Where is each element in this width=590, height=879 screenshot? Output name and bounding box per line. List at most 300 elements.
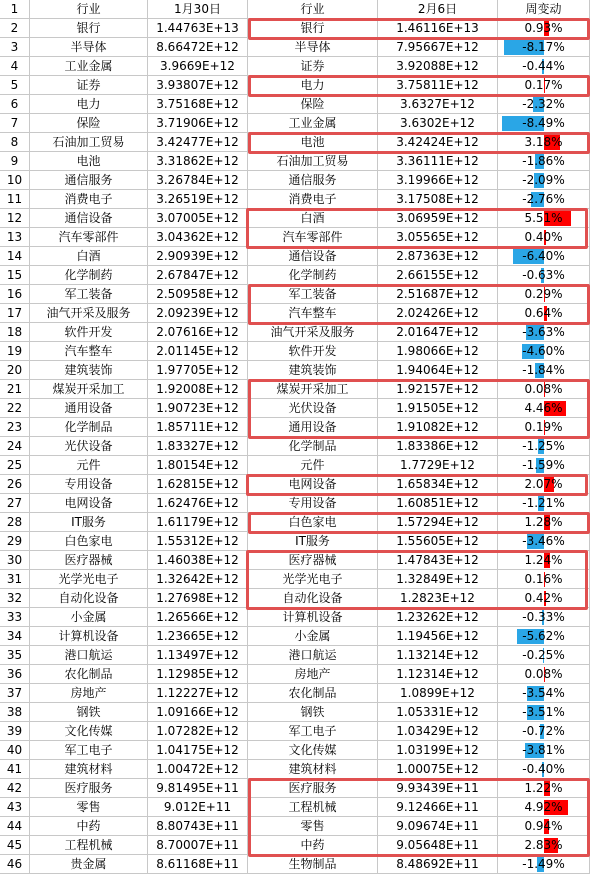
row-number[interactable]: 19 <box>0 342 30 361</box>
industry-jan30[interactable]: 医疗器械 <box>30 551 148 570</box>
value-jan30[interactable]: 1.07282E+12 <box>148 722 248 741</box>
value-feb6[interactable]: 1.94064E+12 <box>378 361 498 380</box>
weekly-change[interactable] <box>498 418 590 437</box>
value-jan30[interactable]: 2.07616E+12 <box>148 323 248 342</box>
value-jan30[interactable]: 1.44763E+13 <box>148 19 248 38</box>
value-feb6[interactable]: 2.51687E+12 <box>378 285 498 304</box>
value-feb6[interactable]: 1.92157E+12 <box>378 380 498 399</box>
industry-jan30[interactable]: 元件 <box>30 456 148 475</box>
industry-feb6[interactable]: 建筑装饰 <box>248 361 378 380</box>
industry-feb6[interactable]: 中药 <box>248 836 378 855</box>
weekly-change[interactable] <box>498 456 590 475</box>
row-number[interactable]: 14 <box>0 247 30 266</box>
row-number[interactable]: 33 <box>0 608 30 627</box>
industry-feb6[interactable]: 自动化设备 <box>248 589 378 608</box>
industry-jan30[interactable]: 油气开采及服务 <box>30 304 148 323</box>
weekly-change-value: -1.25% <box>522 439 565 453</box>
weekly-change[interactable] <box>498 209 590 228</box>
industry-jan30[interactable]: 电网设备 <box>30 494 148 513</box>
value-feb6[interactable]: 3.19966E+12 <box>378 171 498 190</box>
industry-jan30[interactable]: 计算机设备 <box>30 627 148 646</box>
industry-feb6[interactable]: 汽车零部件 <box>248 228 378 247</box>
value-feb6[interactable]: 1.03429E+12 <box>378 722 498 741</box>
value-jan30[interactable]: 1.85711E+12 <box>148 418 248 437</box>
value-jan30[interactable]: 8.61168E+11 <box>148 855 248 874</box>
weekly-change[interactable] <box>498 95 590 114</box>
industry-jan30[interactable]: IT服务 <box>30 513 148 532</box>
row-number[interactable]: 31 <box>0 570 30 589</box>
weekly-change[interactable] <box>498 57 590 76</box>
table-row <box>0 437 590 456</box>
row-number[interactable]: 34 <box>0 627 30 646</box>
value-feb6[interactable]: 1.05331E+12 <box>378 703 498 722</box>
weekly-change-value: -0.63% <box>522 268 565 282</box>
weekly-change[interactable] <box>498 361 590 380</box>
value-feb6[interactable]: 1.83386E+12 <box>378 437 498 456</box>
industry-jan30[interactable]: 文化传媒 <box>30 722 148 741</box>
industry-jan30[interactable]: 汽车零部件 <box>30 228 148 247</box>
value-jan30[interactable]: 3.9669E+12 <box>148 57 248 76</box>
industry-jan30[interactable]: 工程机械 <box>30 836 148 855</box>
industry-jan30[interactable]: 保险 <box>30 114 148 133</box>
weekly-change[interactable] <box>498 19 590 38</box>
row-number[interactable]: 16 <box>0 285 30 304</box>
weekly-change[interactable] <box>498 323 590 342</box>
weekly-change[interactable] <box>498 437 590 456</box>
value-feb6[interactable]: 8.48692E+11 <box>378 855 498 874</box>
industry-feb6[interactable]: IT服务 <box>248 532 378 551</box>
row-number[interactable]: 30 <box>0 551 30 570</box>
value-jan30[interactable]: 1.92008E+12 <box>148 380 248 399</box>
value-feb6[interactable]: 2.01647E+12 <box>378 323 498 342</box>
weekly-change[interactable] <box>498 266 590 285</box>
row-number[interactable]: 15 <box>0 266 30 285</box>
value-jan30[interactable]: 3.31862E+12 <box>148 152 248 171</box>
weekly-change[interactable] <box>498 646 590 665</box>
industry-jan30[interactable]: 银行 <box>30 19 148 38</box>
value-feb6[interactable]: 1.91505E+12 <box>378 399 498 418</box>
weekly-change-value: 2.83% <box>524 838 563 852</box>
row-number[interactable]: 27 <box>0 494 30 513</box>
industry-jan30[interactable]: 软件开发 <box>30 323 148 342</box>
weekly-change[interactable] <box>498 76 590 95</box>
value-feb6[interactable]: 1.2823E+12 <box>378 589 498 608</box>
industry-feb6[interactable]: 保险 <box>248 95 378 114</box>
industry-feb6[interactable]: 银行 <box>248 19 378 38</box>
value-feb6[interactable]: 1.19456E+12 <box>378 627 498 646</box>
row-number[interactable]: 1 <box>0 0 30 19</box>
industry-jan30[interactable]: 石油加工贸易 <box>30 133 148 152</box>
value-feb6[interactable]: 1.46116E+13 <box>378 19 498 38</box>
weekly-change-value: -0.40% <box>522 762 565 776</box>
weekly-change[interactable] <box>498 342 590 361</box>
industry-feb6[interactable]: 通用设备 <box>248 418 378 437</box>
table-row <box>0 836 590 855</box>
industry-jan30[interactable]: 贵金属 <box>30 855 148 874</box>
weekly-change[interactable] <box>498 741 590 760</box>
industry-jan30[interactable]: 专用设备 <box>30 475 148 494</box>
table-row <box>0 418 590 437</box>
value-feb6[interactable]: 1.12314E+12 <box>378 665 498 684</box>
header-date-feb6[interactable]: 2月6日 <box>378 0 498 19</box>
row-number[interactable]: 38 <box>0 703 30 722</box>
value-feb6[interactable]: 1.65834E+12 <box>378 475 498 494</box>
table-row <box>0 114 590 133</box>
value-jan30[interactable]: 1.09166E+12 <box>148 703 248 722</box>
industry-jan30[interactable]: 建筑材料 <box>30 760 148 779</box>
table-row <box>0 247 590 266</box>
weekly-change[interactable] <box>498 703 590 722</box>
industry-jan30[interactable]: 电池 <box>30 152 148 171</box>
table-row <box>0 171 590 190</box>
value-feb6[interactable]: 2.87363E+12 <box>378 247 498 266</box>
industry-jan30[interactable]: 医疗服务 <box>30 779 148 798</box>
value-feb6[interactable]: 1.98066E+12 <box>378 342 498 361</box>
row-number[interactable]: 46 <box>0 855 30 874</box>
value-feb6[interactable]: 3.17508E+12 <box>378 190 498 209</box>
value-feb6[interactable]: 9.09674E+11 <box>378 817 498 836</box>
value-feb6[interactable]: 1.0899E+12 <box>378 684 498 703</box>
value-jan30[interactable]: 3.04362E+12 <box>148 228 248 247</box>
value-jan30[interactable]: 1.23665E+12 <box>148 627 248 646</box>
industry-jan30[interactable]: 小金属 <box>30 608 148 627</box>
value-feb6[interactable]: 1.7729E+12 <box>378 456 498 475</box>
industry-feb6[interactable]: 建筑材料 <box>248 760 378 779</box>
row-number[interactable]: 39 <box>0 722 30 741</box>
value-feb6[interactable]: 3.05565E+12 <box>378 228 498 247</box>
value-jan30[interactable]: 1.04175E+12 <box>148 741 248 760</box>
industry-feb6[interactable]: 军工电子 <box>248 722 378 741</box>
value-jan30[interactable]: 3.07005E+12 <box>148 209 248 228</box>
industry-feb6[interactable]: 医疗服务 <box>248 779 378 798</box>
industry-jan30[interactable]: 光伏设备 <box>30 437 148 456</box>
value-jan30[interactable]: 2.09239E+12 <box>148 304 248 323</box>
weekly-change[interactable] <box>498 551 590 570</box>
industry-feb6[interactable]: 通信服务 <box>248 171 378 190</box>
value-jan30[interactable]: 1.32642E+12 <box>148 570 248 589</box>
value-jan30[interactable]: 1.90723E+12 <box>148 399 248 418</box>
industry-feb6[interactable]: 白酒 <box>248 209 378 228</box>
value-jan30[interactable]: 2.67847E+12 <box>148 266 248 285</box>
value-jan30[interactable]: 1.55312E+12 <box>148 532 248 551</box>
weekly-change[interactable] <box>498 475 590 494</box>
industry-feb6[interactable]: 电池 <box>248 133 378 152</box>
weekly-change[interactable] <box>498 38 590 57</box>
value-feb6[interactable]: 1.57294E+12 <box>378 513 498 532</box>
value-jan30[interactable]: 1.97705E+12 <box>148 361 248 380</box>
weekly-change[interactable] <box>498 399 590 418</box>
industry-jan30[interactable]: 工业金属 <box>30 57 148 76</box>
industry-jan30[interactable]: 消费电子 <box>30 190 148 209</box>
industry-feb6[interactable]: 军工装备 <box>248 285 378 304</box>
industry-jan30[interactable]: 煤炭开采加工 <box>30 380 148 399</box>
row-number[interactable]: 10 <box>0 171 30 190</box>
value-jan30[interactable]: 8.80743E+11 <box>148 817 248 836</box>
weekly-change[interactable] <box>498 380 590 399</box>
weekly-change[interactable] <box>498 133 590 152</box>
row-number[interactable]: 37 <box>0 684 30 703</box>
industry-feb6[interactable]: 半导体 <box>248 38 378 57</box>
weekly-change[interactable] <box>498 152 590 171</box>
industry-jan30[interactable]: 半导体 <box>30 38 148 57</box>
industry-feb6[interactable]: 零售 <box>248 817 378 836</box>
value-jan30[interactable]: 1.00472E+12 <box>148 760 248 779</box>
industry-jan30[interactable]: 化学制品 <box>30 418 148 437</box>
industry-feb6[interactable]: 房地产 <box>248 665 378 684</box>
weekly-change[interactable] <box>498 304 590 323</box>
industry-feb6[interactable]: 油气开采及服务 <box>248 323 378 342</box>
weekly-change[interactable] <box>498 684 590 703</box>
value-jan30[interactable]: 3.93807E+12 <box>148 76 248 95</box>
row-number[interactable]: 13 <box>0 228 30 247</box>
industry-feb6[interactable]: 化学制品 <box>248 437 378 456</box>
value-jan30[interactable]: 2.50958E+12 <box>148 285 248 304</box>
industry-feb6[interactable]: 汽车整车 <box>248 304 378 323</box>
row-number[interactable]: 12 <box>0 209 30 228</box>
value-jan30[interactable]: 3.42477E+12 <box>148 133 248 152</box>
industry-feb6[interactable]: 专用设备 <box>248 494 378 513</box>
weekly-change[interactable] <box>498 247 590 266</box>
value-feb6[interactable]: 1.32849E+12 <box>378 570 498 589</box>
weekly-change[interactable] <box>498 817 590 836</box>
industry-jan30[interactable]: 白色家电 <box>30 532 148 551</box>
industry-jan30[interactable]: 通用设备 <box>30 399 148 418</box>
table-row <box>0 855 590 874</box>
industry-feb6[interactable]: 元件 <box>248 456 378 475</box>
row-number[interactable]: 22 <box>0 399 30 418</box>
row-number[interactable]: 11 <box>0 190 30 209</box>
weekly-change[interactable] <box>498 285 590 304</box>
industry-feb6[interactable]: 软件开发 <box>248 342 378 361</box>
value-feb6[interactable]: 3.75811E+12 <box>378 76 498 95</box>
weekly-change[interactable] <box>498 532 590 551</box>
industry-jan30[interactable]: 军工装备 <box>30 285 148 304</box>
weekly-change[interactable] <box>498 589 590 608</box>
weekly-change[interactable] <box>498 494 590 513</box>
value-jan30[interactable]: 8.70007E+11 <box>148 836 248 855</box>
value-feb6[interactable]: 1.91082E+12 <box>378 418 498 437</box>
value-feb6[interactable]: 9.93439E+11 <box>378 779 498 798</box>
industry-feb6[interactable]: 煤炭开采加工 <box>248 380 378 399</box>
weekly-change[interactable] <box>498 665 590 684</box>
value-feb6[interactable]: 1.03199E+12 <box>378 741 498 760</box>
header-date-jan30[interactable]: 1月30日 <box>148 0 248 19</box>
industry-feb6[interactable]: 光学光电子 <box>248 570 378 589</box>
industry-feb6[interactable]: 工程机械 <box>248 798 378 817</box>
value-jan30[interactable]: 2.01145E+12 <box>148 342 248 361</box>
row-number[interactable]: 4 <box>0 57 30 76</box>
value-feb6[interactable]: 9.05648E+11 <box>378 836 498 855</box>
industry-jan30[interactable]: 通信设备 <box>30 209 148 228</box>
value-feb6[interactable]: 7.95667E+12 <box>378 38 498 57</box>
row-number[interactable]: 9 <box>0 152 30 171</box>
industry-feb6[interactable]: 石油加工贸易 <box>248 152 378 171</box>
row-number[interactable]: 17 <box>0 304 30 323</box>
value-jan30[interactable]: 1.61179E+12 <box>148 513 248 532</box>
table-row <box>0 228 590 247</box>
value-jan30[interactable]: 2.90939E+12 <box>148 247 248 266</box>
industry-jan30[interactable]: 汽车整车 <box>30 342 148 361</box>
weekly-change[interactable] <box>498 798 590 817</box>
value-feb6[interactable]: 1.13214E+12 <box>378 646 498 665</box>
weekly-change-value: -3.63% <box>522 325 565 339</box>
row-number[interactable]: 2 <box>0 19 30 38</box>
row-number[interactable]: 26 <box>0 475 30 494</box>
value-jan30[interactable]: 1.62815E+12 <box>148 475 248 494</box>
weekly-change[interactable] <box>498 779 590 798</box>
value-feb6[interactable]: 3.42424E+12 <box>378 133 498 152</box>
row-number[interactable]: 35 <box>0 646 30 665</box>
value-jan30[interactable]: 1.62476E+12 <box>148 494 248 513</box>
header-industry-2[interactable]: 行业 <box>248 0 378 19</box>
row-number[interactable]: 24 <box>0 437 30 456</box>
weekly-change[interactable] <box>498 171 590 190</box>
industry-jan30[interactable]: 光学光电子 <box>30 570 148 589</box>
industry-feb6[interactable]: 消费电子 <box>248 190 378 209</box>
value-jan30[interactable]: 1.26566E+12 <box>148 608 248 627</box>
header-row <box>0 0 590 19</box>
weekly-change[interactable] <box>498 228 590 247</box>
value-feb6[interactable]: 2.66155E+12 <box>378 266 498 285</box>
row-number[interactable]: 43 <box>0 798 30 817</box>
row-number[interactable]: 20 <box>0 361 30 380</box>
value-jan30[interactable]: 3.71906E+12 <box>148 114 248 133</box>
row-number[interactable]: 6 <box>0 95 30 114</box>
row-number[interactable]: 40 <box>0 741 30 760</box>
industry-jan30[interactable]: 军工电子 <box>30 741 148 760</box>
weekly-change-value: -5.62% <box>522 629 565 643</box>
industry-jan30[interactable]: 证券 <box>30 76 148 95</box>
industry-jan30[interactable]: 白酒 <box>30 247 148 266</box>
industry-jan30[interactable]: 建筑装饰 <box>30 361 148 380</box>
row-number[interactable]: 44 <box>0 817 30 836</box>
value-jan30[interactable]: 8.66472E+12 <box>148 38 248 57</box>
row-number[interactable]: 32 <box>0 589 30 608</box>
table-row <box>0 38 590 57</box>
row-number[interactable]: 23 <box>0 418 30 437</box>
industry-feb6[interactable]: 文化传媒 <box>248 741 378 760</box>
value-feb6[interactable]: 1.60851E+12 <box>378 494 498 513</box>
value-feb6[interactable]: 1.23262E+12 <box>378 608 498 627</box>
row-number[interactable]: 28 <box>0 513 30 532</box>
weekly-change[interactable] <box>498 855 590 874</box>
value-jan30[interactable]: 1.13497E+12 <box>148 646 248 665</box>
value-jan30[interactable]: 1.83327E+12 <box>148 437 248 456</box>
value-jan30[interactable]: 1.27698E+12 <box>148 589 248 608</box>
industry-jan30[interactable]: 中药 <box>30 817 148 836</box>
row-number[interactable]: 45 <box>0 836 30 855</box>
value-feb6[interactable]: 1.00075E+12 <box>378 760 498 779</box>
weekly-change-value: 0.16% <box>524 572 563 586</box>
industry-feb6[interactable]: 农化制品 <box>248 684 378 703</box>
value-jan30[interactable]: 3.26784E+12 <box>148 171 248 190</box>
industry-feb6[interactable]: 生物制品 <box>248 855 378 874</box>
header-weekly-change[interactable]: 周变动 <box>498 0 590 19</box>
industry-feb6[interactable]: 钢铁 <box>248 703 378 722</box>
industry-feb6[interactable]: 化学制药 <box>248 266 378 285</box>
weekly-change-value: -0.33% <box>522 610 565 624</box>
value-feb6[interactable]: 9.12466E+11 <box>378 798 498 817</box>
table-row <box>0 380 590 399</box>
row-number[interactable]: 8 <box>0 133 30 152</box>
row-number[interactable]: 3 <box>0 38 30 57</box>
row-number[interactable]: 18 <box>0 323 30 342</box>
row-number[interactable]: 29 <box>0 532 30 551</box>
row-number[interactable]: 42 <box>0 779 30 798</box>
industry-feb6[interactable]: 小金属 <box>248 627 378 646</box>
value-jan30[interactable]: 9.012E+11 <box>148 798 248 817</box>
industry-feb6[interactable]: 工业金属 <box>248 114 378 133</box>
value-feb6[interactable]: 3.6327E+12 <box>378 95 498 114</box>
row-number[interactable]: 7 <box>0 114 30 133</box>
industry-feb6[interactable]: 医疗器械 <box>248 551 378 570</box>
value-jan30[interactable]: 1.12227E+12 <box>148 684 248 703</box>
industry-feb6[interactable]: 白色家电 <box>248 513 378 532</box>
value-jan30[interactable]: 3.26519E+12 <box>148 190 248 209</box>
weekly-change[interactable] <box>498 114 590 133</box>
industry-feb6[interactable]: 光伏设备 <box>248 399 378 418</box>
table-row <box>0 475 590 494</box>
weekly-change[interactable] <box>498 722 590 741</box>
row-number[interactable]: 21 <box>0 380 30 399</box>
industry-jan30[interactable]: 化学制药 <box>30 266 148 285</box>
industry-jan30[interactable]: 自动化设备 <box>30 589 148 608</box>
industry-jan30[interactable]: 通信服务 <box>30 171 148 190</box>
value-jan30[interactable]: 1.12985E+12 <box>148 665 248 684</box>
value-feb6[interactable]: 3.36111E+12 <box>378 152 498 171</box>
industry-jan30[interactable]: 房地产 <box>30 684 148 703</box>
value-feb6[interactable]: 3.92088E+12 <box>378 57 498 76</box>
industry-feb6[interactable]: 港口航运 <box>248 646 378 665</box>
value-jan30[interactable]: 1.46038E+12 <box>148 551 248 570</box>
value-jan30[interactable]: 3.75168E+12 <box>148 95 248 114</box>
row-number[interactable]: 41 <box>0 760 30 779</box>
value-feb6[interactable]: 3.06959E+12 <box>378 209 498 228</box>
value-feb6[interactable]: 1.55605E+12 <box>378 532 498 551</box>
weekly-change[interactable] <box>498 570 590 589</box>
value-jan30[interactable]: 1.80154E+12 <box>148 456 248 475</box>
table-row <box>0 665 590 684</box>
industry-feb6[interactable]: 电网设备 <box>248 475 378 494</box>
row-number[interactable]: 36 <box>0 665 30 684</box>
row-number[interactable]: 5 <box>0 76 30 95</box>
weekly-change[interactable] <box>498 760 590 779</box>
industry-jan30[interactable]: 电力 <box>30 95 148 114</box>
table-row <box>0 513 590 532</box>
weekly-change[interactable] <box>498 836 590 855</box>
industry-jan30[interactable]: 农化制品 <box>30 665 148 684</box>
industry-feb6[interactable]: 计算机设备 <box>248 608 378 627</box>
industry-feb6[interactable]: 通信设备 <box>248 247 378 266</box>
value-feb6[interactable]: 3.6302E+12 <box>378 114 498 133</box>
weekly-change[interactable] <box>498 190 590 209</box>
industry-jan30[interactable]: 港口航运 <box>30 646 148 665</box>
row-number[interactable]: 25 <box>0 456 30 475</box>
weekly-change-value: -8.49% <box>522 116 565 130</box>
weekly-change[interactable] <box>498 608 590 627</box>
value-feb6[interactable]: 2.02426E+12 <box>378 304 498 323</box>
weekly-change[interactable] <box>498 627 590 646</box>
industry-jan30[interactable]: 钢铁 <box>30 703 148 722</box>
value-jan30[interactable]: 9.81495E+11 <box>148 779 248 798</box>
industry-feb6[interactable]: 电力 <box>248 76 378 95</box>
industry-jan30[interactable]: 零售 <box>30 798 148 817</box>
value-feb6[interactable]: 1.47843E+12 <box>378 551 498 570</box>
industry-feb6[interactable]: 证券 <box>248 57 378 76</box>
header-industry-1[interactable]: 行业 <box>30 0 148 19</box>
weekly-change[interactable] <box>498 513 590 532</box>
weekly-change-value: 1.22% <box>524 781 563 795</box>
